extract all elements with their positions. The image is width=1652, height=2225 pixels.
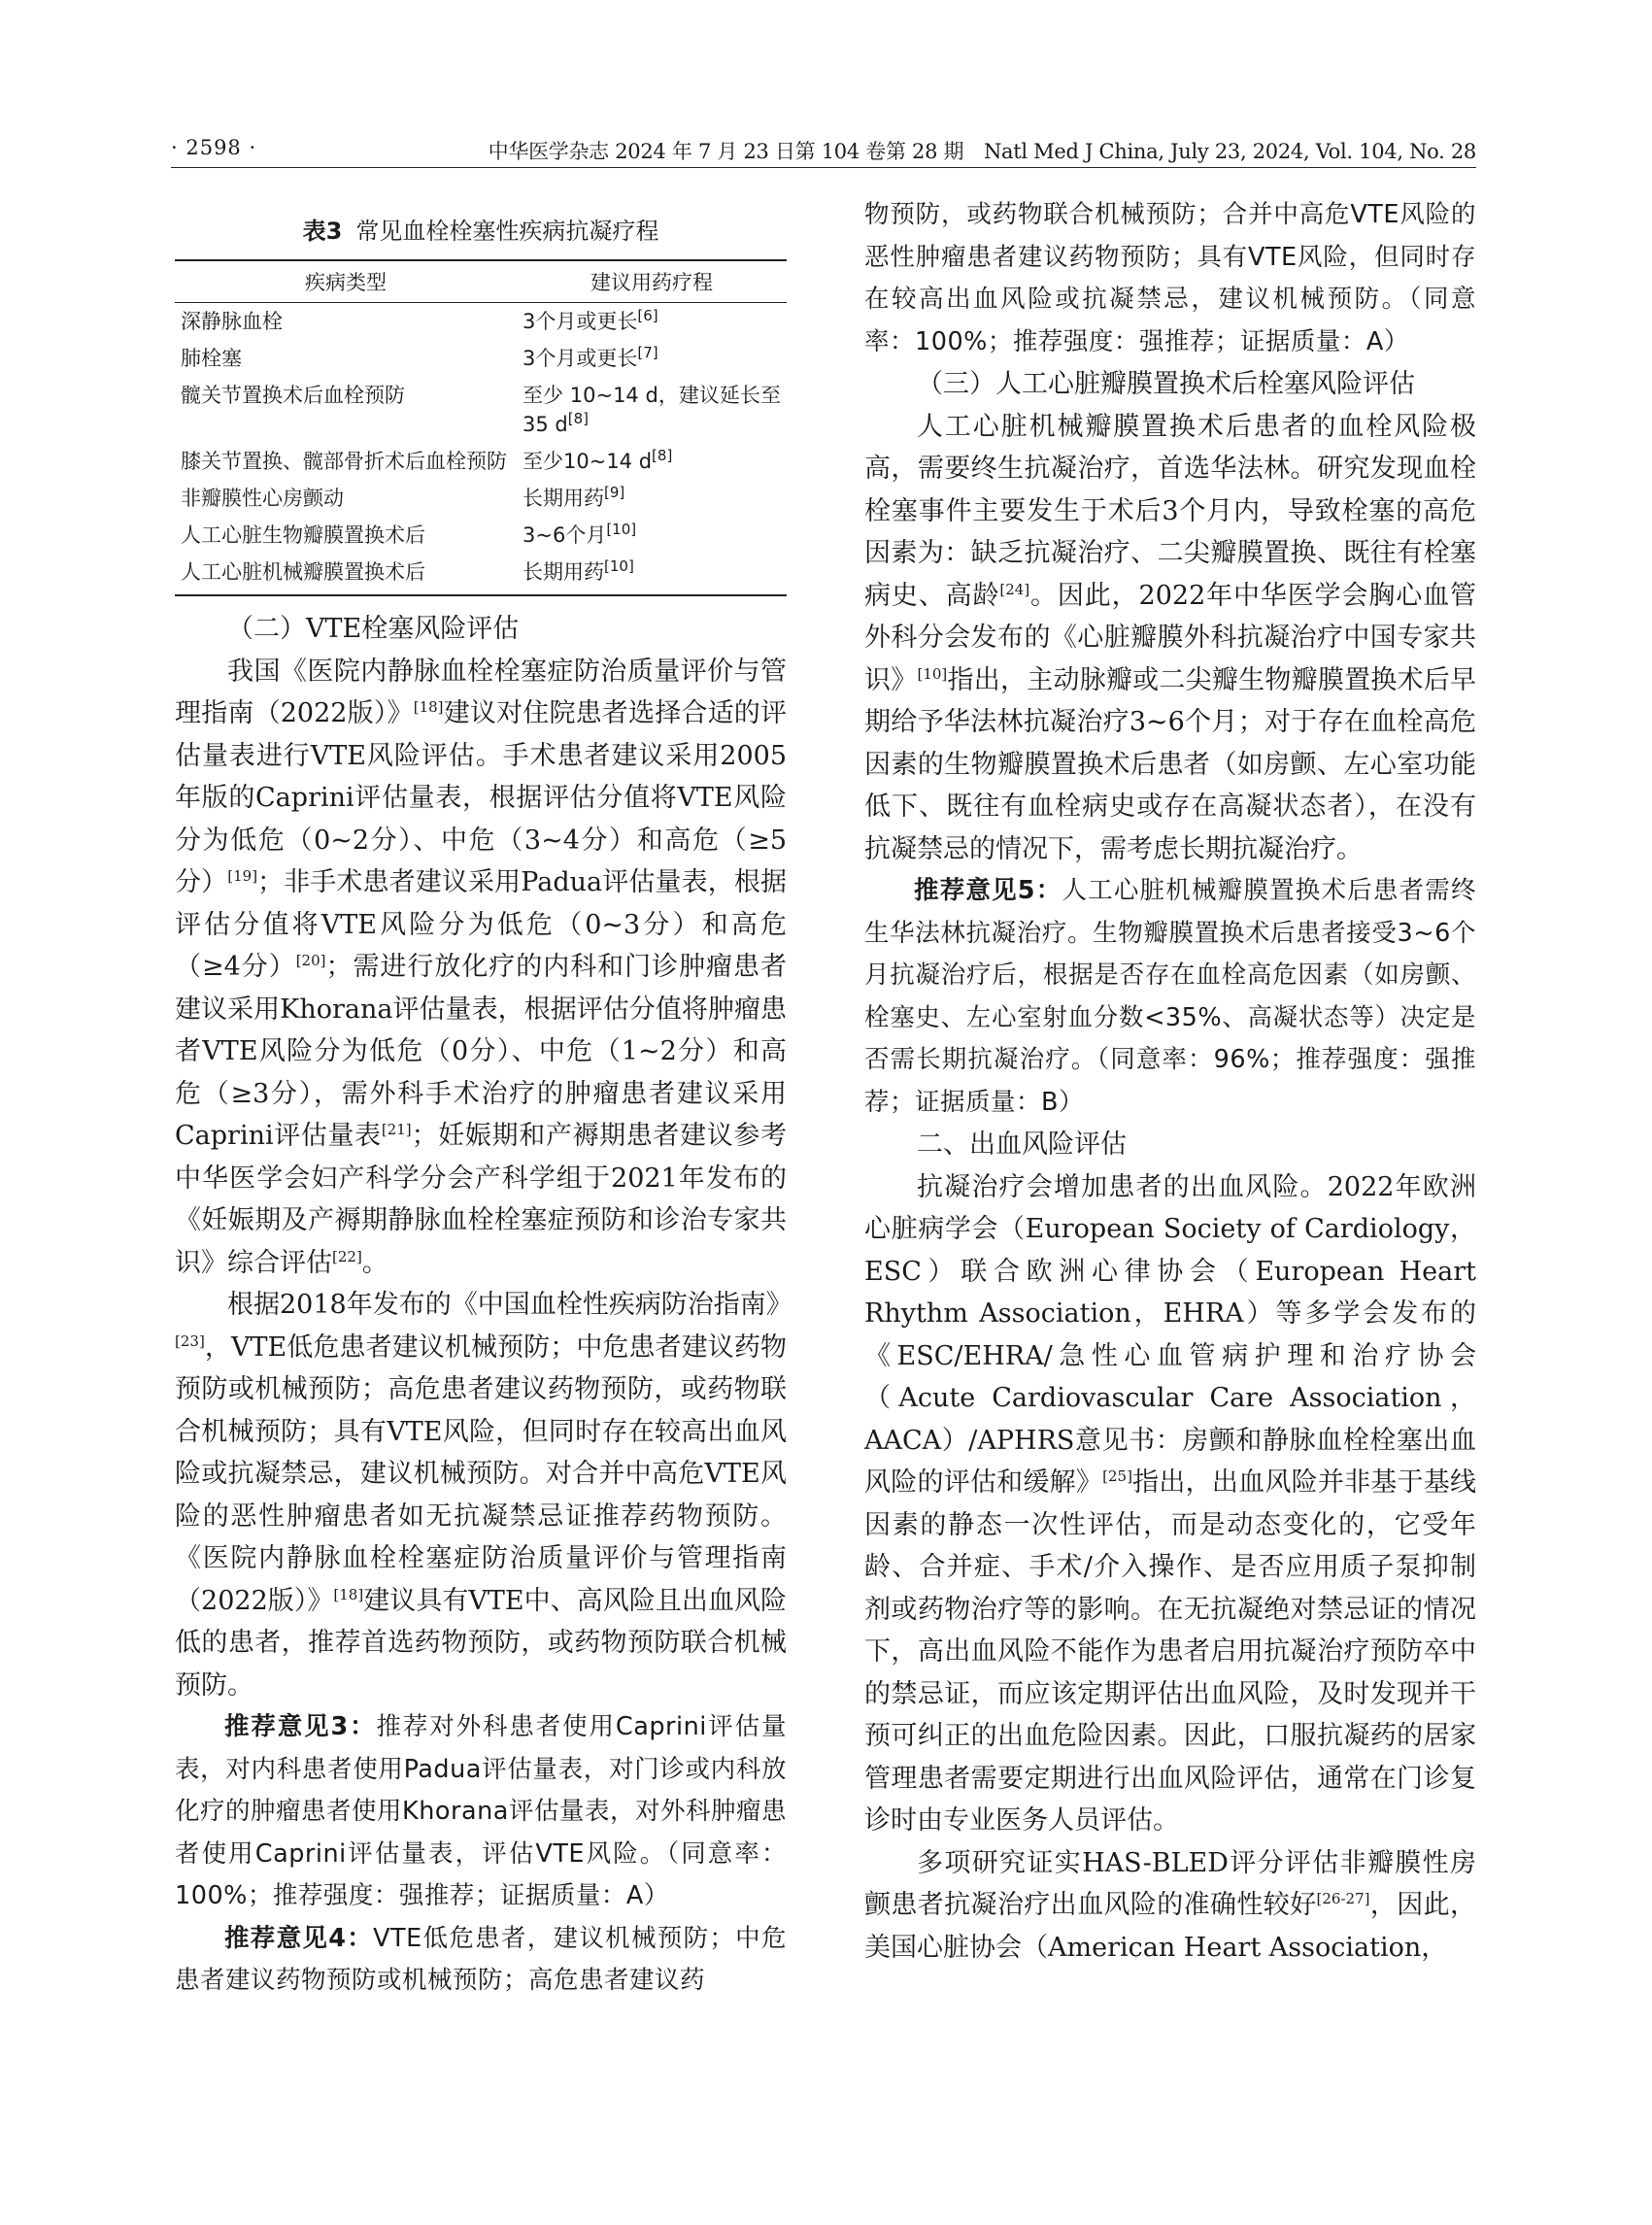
table-cell-course: 至少10~14 d[8]	[523, 447, 673, 473]
table-row	[175, 340, 787, 377]
table-row	[175, 554, 787, 595]
table-cell-disease: 深静脉血栓	[181, 310, 283, 333]
recommendation-4: 推荐意见4：VTE低危患者，建议机械预防；中危患者建议药物预防或机械预防；高危患者建议药	[175, 1923, 787, 1995]
paragraph-valve-replacement: 人工心脏机械瓣膜置换术后患者的血栓风险极高，需要终生抗凝治疗，首选华法林。研究发现血栓栓塞事件主要发生于术后3个月内，导致栓塞的高危因素为：缺乏抗凝治疗、二尖瓣膜置换、既往有栓塞病史、高龄[24]。因此，2022年中华医学会胸心血管外科分会发布的《心脏瓣膜外科抗凝治疗中国专家共识》[10]指出，主动脉瓣或二尖瓣生物瓣膜置换术后早期给予华法林抗凝治疗3~6个月；对于存在血栓高危因素的生物瓣膜置换术后患者（如房颤、左心室功能低下、既往有血栓病史或存在高凝状态者），在没有抗凝禁忌的情况下，需考虑长期抗凝治疗。	[864, 411, 1477, 864]
table-cell-course: 3个月或更长[7]	[523, 344, 658, 370]
table-row	[175, 517, 787, 554]
table-cell-disease: 人工心脏机械瓣膜置换术后	[175, 554, 517, 595]
table-cell-disease: 膝关节置换、髋部骨折术后血栓预防	[181, 450, 507, 473]
recommendation-5: 推荐意见5：人工心脏机械瓣膜置换术后患者需终生华法林抗凝治疗。生物瓣膜置换术后患者接受3~6个月抗凝治疗后，根据是否存在血栓高危因素（如房颤、栓塞史、左心室射血分数<35%、高凝状态等）决定是否需长期抗凝治疗。（同意率：96%；推荐强度：强推荐；证据质量：B）	[864, 876, 1476, 1117]
table-caption	[175, 212, 787, 246]
section-heading-vte-risk: （二）VTE栓塞风险评估	[227, 614, 520, 644]
journal-running-title: 中华医学杂志 2024 年 7 月 23 日第 104 卷第 28 期 Natl Med J China, July 23, 2024, Vol. 104, No. 28	[488, 140, 1476, 163]
table-header-course: 建议用药疗程	[517, 260, 787, 303]
table-row	[175, 377, 787, 443]
table-row	[175, 443, 787, 480]
table-row	[175, 303, 787, 341]
table-cell-disease: 非瓣膜性心房颤动	[181, 487, 344, 510]
table-title: 常见血栓栓塞性疾病抗凝疗程	[355, 218, 659, 245]
table-row	[175, 480, 787, 517]
table-label: 表3	[302, 218, 343, 245]
table-cell-disease: 肺栓塞	[181, 347, 242, 370]
table-cell-disease: 髋关节置换术后血栓预防	[181, 384, 405, 407]
recommendation-4-continued: 物预防，或药物联合机械预防；合并中高危VTE风险的恶性肿瘤患者建议药物预防；具有VTE风险，但同时存在较高出血风险或抗凝禁忌，建议机械预防。（同意率：100%；推荐强度：强推荐；证据质量：A）	[864, 200, 1476, 356]
paragraph-prevention-guideline: 根据2018年发布的《中国血栓性疾病防治指南》[23]，VTE低危患者建议机械预防；中危患者建议药物预防或机械预防；高危患者建议药物预防，或药物联合机械预防；具有VTE风险，但同时存在较高出血风险或抗凝禁忌，建议机械预防。对合并中高危VTE风险的恶性肿瘤患者如无抗凝禁忌证推荐药物预防。《医院内静脉血栓栓塞症防治质量评价与管理指南（2022版）》[18]建议具有VTE中、高风险且出血风险低的患者，推荐首选药物预防，或药物预防联合机械预防。	[175, 1290, 792, 1701]
paragraph-vte-assessment: 我国《医院内静脉血栓栓塞症防治质量评价与管理指南（2022版）》[18]建议对住院患者选择合适的评估量表进行VTE风险评估。手术患者建议采用2005年版的Caprini评估量表，根据评估分值将VTE风险分为低危（0~2分）、中危（3~4分）和高危（≥5分）[19]；非手术患者建议采用Padua评估量表，根据评估分值将VTE风险分为低危（0~3分）和高危（≥4分）[20]；需进行放化疗的内科和门诊肿瘤患者建议采用Khorana评估量表，根据评估分值将肿瘤患者VTE风险分为低危（0分）、中危（1~2分）和高危（≥3分），需外科手术治疗的肿瘤患者建议采用Caprini评估量表[21]；妊娠期和产褥期患者建议参考中华医学会妇产科学分会产科学组于2021年发布的《妊娠期及产褥期静脉血栓栓塞症预防和诊治专家共识》综合评估[22]。	[175, 656, 787, 1278]
running-header	[171, 134, 1476, 168]
table-cell-course: 长期用药[10]	[517, 554, 787, 595]
table-cell-disease: 人工心脏生物瓣膜置换术后	[181, 523, 425, 547]
paragraph-has-bled: 多项研究证实HAS-BLED评分评估非瓣膜性房颤患者抗凝治疗出血风险的准确性较好[26-27]，因此，美国心脏协会（American Heart Association，	[864, 1847, 1477, 1963]
table-header-disease: 疾病类型	[175, 260, 517, 303]
table-cell-course: 长期用药[9]	[523, 484, 625, 510]
recommendation-3: 推荐意见3：推荐对外科患者使用Caprini评估量表，对内科患者使用Padua评估量表，对门诊或内科放化疗的肿瘤患者使用Khorana评估量表，对外科肿瘤患者使用Caprini评估量表，评估VTE风险。（同意率：100%；推荐强度：强推荐；证据质量：A）	[175, 1712, 787, 1910]
anticoagulation-course-table	[175, 259, 787, 596]
right-column	[864, 194, 1476, 1969]
section-heading-bleeding-risk: 二、出血风险评估	[917, 1129, 1127, 1160]
section-heading-valve-risk: （三）人工心脏瓣膜置换术后栓塞风险评估	[917, 369, 1415, 399]
page-number: · 2598 ·	[171, 136, 257, 159]
table-cell-course: 3~6个月[10]	[523, 521, 637, 547]
table-cell-course: 3个月或更长[6]	[523, 307, 658, 333]
table-cell-course: 至少 10~14 d，建议延长至35 d[8]	[523, 384, 781, 436]
paragraph-bleeding-risk: 抗凝治疗会增加患者的出血风险。2022年欧洲心脏病学会（European Society of Cardiology，ESC）联合欧洲心律协会（European Heart Rhythm Association，EHRA）等多学会发布的《ESC/EHRA/急性心血管病护理和治疗协会（Acute Cardiovascular Care Association，AACA）/APHRS意见书：房颤和静脉血栓栓塞出血风险的评估和缓解》[25]指出，出血风险并非基于基线因素的静态一次性评估，而是动态变化的，它受年龄、合并症、手术/介入操作、是否应用质子泵抑制剂或药物治疗等的影响。在无抗凝绝对禁忌证的情况下，高出血风险不能作为患者启用抗凝治疗预防卒中的禁忌证，而应该定期评估出血风险，及时发现并干预可纠正的出血危险因素。因此，口服抗凝药的居家管理患者需要定期进行出血风险评估，通常在门诊复诊时由专业医务人员评估。	[864, 1171, 1477, 1836]
left-column	[175, 194, 792, 2003]
